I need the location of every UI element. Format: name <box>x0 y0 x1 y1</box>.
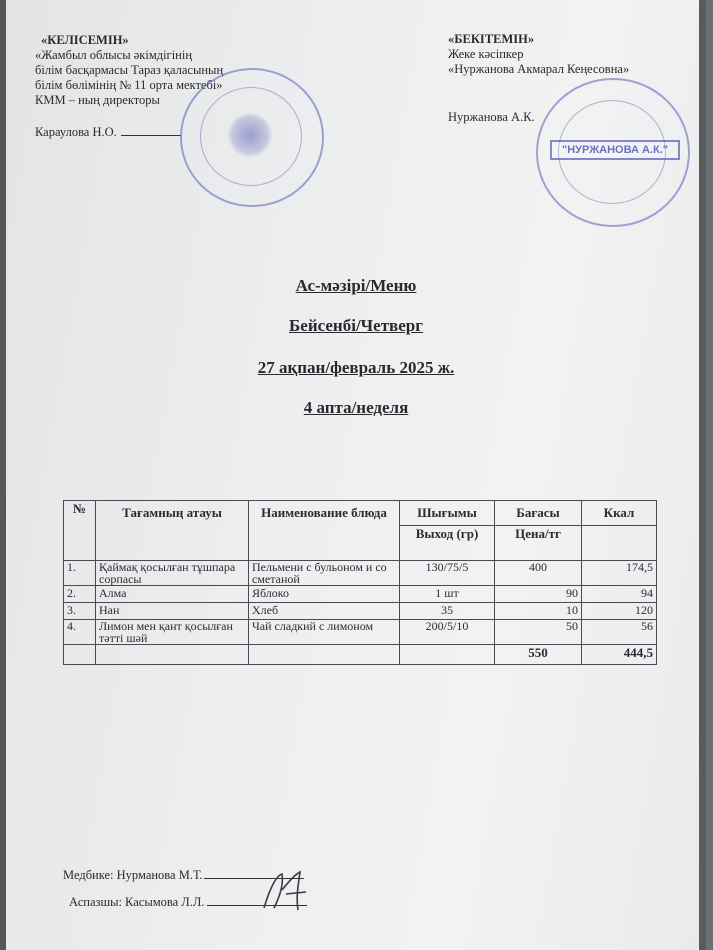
menu-title: Ас-мәзірі/Меню <box>295 276 417 295</box>
entrepreneur-stamp <box>536 78 690 227</box>
weekday-title: Бейсенбі/Четверг <box>289 316 423 335</box>
row-name-kz: Алма <box>96 586 249 603</box>
row-name-ru: Чай сладкий с лимоном <box>249 620 400 645</box>
row-name-ru: Яблоко <box>249 586 400 603</box>
row-kcal: 56 <box>582 620 657 645</box>
total-empty <box>64 645 96 665</box>
stamp-name-label: "НУРЖАНОВА А.К." <box>550 140 680 160</box>
row-name-ru: Пельмени с бульоном и со сметаной <box>249 561 400 586</box>
row-output: 200/5/10 <box>400 620 495 645</box>
row-kcal: 94 <box>582 586 657 603</box>
table-row <box>64 620 657 645</box>
row-price: 50 <box>495 620 582 645</box>
row-num: 3. <box>64 603 96 620</box>
header-name-kz: Тағамның атауы <box>96 501 249 561</box>
header-price-ru: Цена/тг <box>495 526 582 561</box>
row-kcal: 174,5 <box>582 561 657 586</box>
header-num: № <box>64 501 96 561</box>
signature-line <box>121 135 181 136</box>
row-price: 400 <box>495 561 582 586</box>
header-output-kz: Шығымы <box>400 501 495 526</box>
nurse-label: Медбике: Нурманова М.Т. <box>63 868 203 882</box>
row-price: 90 <box>495 586 582 603</box>
total-price: 550 <box>495 645 582 665</box>
table-row <box>64 603 657 620</box>
header-empty <box>582 526 657 561</box>
row-kcal: 120 <box>582 603 657 620</box>
table-header-row <box>64 501 657 526</box>
agreement-signer: Караулова Н.О. <box>35 125 117 139</box>
row-num: 1. <box>64 561 96 586</box>
school-stamp <box>180 68 324 207</box>
row-name-kz: Нан <box>96 603 249 620</box>
row-name-kz: Қаймақ қосылған тұшпара сорпасы <box>96 561 249 586</box>
handwritten-signature-icon <box>256 868 316 913</box>
approval-signer: Нуржанова А.К. <box>448 110 535 124</box>
table-total-row <box>64 645 657 665</box>
row-name-ru: Хлеб <box>249 603 400 620</box>
header-price-kz: Бағасы <box>495 501 582 526</box>
agreement-heading: «КЕЛІСЕМІН» <box>41 33 129 47</box>
total-empty <box>249 645 400 665</box>
row-price: 10 <box>495 603 582 620</box>
week-title: 4 апта/неделя <box>303 398 409 417</box>
header-kcal: Ккал <box>582 501 657 526</box>
row-output: 1 шт <box>400 586 495 603</box>
document-page <box>6 0 706 950</box>
approval-heading: «БЕКІТЕМІН» <box>448 32 535 46</box>
row-output: 130/75/5 <box>400 561 495 586</box>
total-empty <box>96 645 249 665</box>
agreement-line: КММ – ның директоры <box>35 93 160 107</box>
total-kcal: 444,5 <box>582 645 657 665</box>
row-num: 4. <box>64 620 96 645</box>
total-empty <box>400 645 495 665</box>
agreement-line: «Жамбыл облысы әкімдігінің <box>35 48 193 62</box>
approval-line: «Нуржанова Акмарал Кеңесовна» <box>448 62 630 76</box>
row-output: 35 <box>400 603 495 620</box>
approval-line: Жеке кәсіпкер <box>448 47 524 61</box>
agreement-line: білім басқармасы Тараз қаласының <box>35 63 224 77</box>
header-name-ru: Наименование блюда <box>249 501 400 561</box>
date-title: 27 ақпан/февраль 2025 ж. <box>257 358 455 377</box>
menu-table <box>63 500 657 665</box>
table-row <box>64 586 657 603</box>
emblem-icon <box>227 112 273 158</box>
background-edge-right <box>699 0 706 950</box>
header-output-ru: Выход (гр) <box>400 526 495 561</box>
row-num: 2. <box>64 586 96 603</box>
cook-label: Аспазшы: Касымова Л.Л. <box>69 895 205 909</box>
row-name-kz: Лимон мен қант қосылған тәтті шәй <box>96 620 249 645</box>
agreement-line: білім бөлімінің № 11 орта мектебі» <box>35 78 223 92</box>
table-row <box>64 561 657 586</box>
